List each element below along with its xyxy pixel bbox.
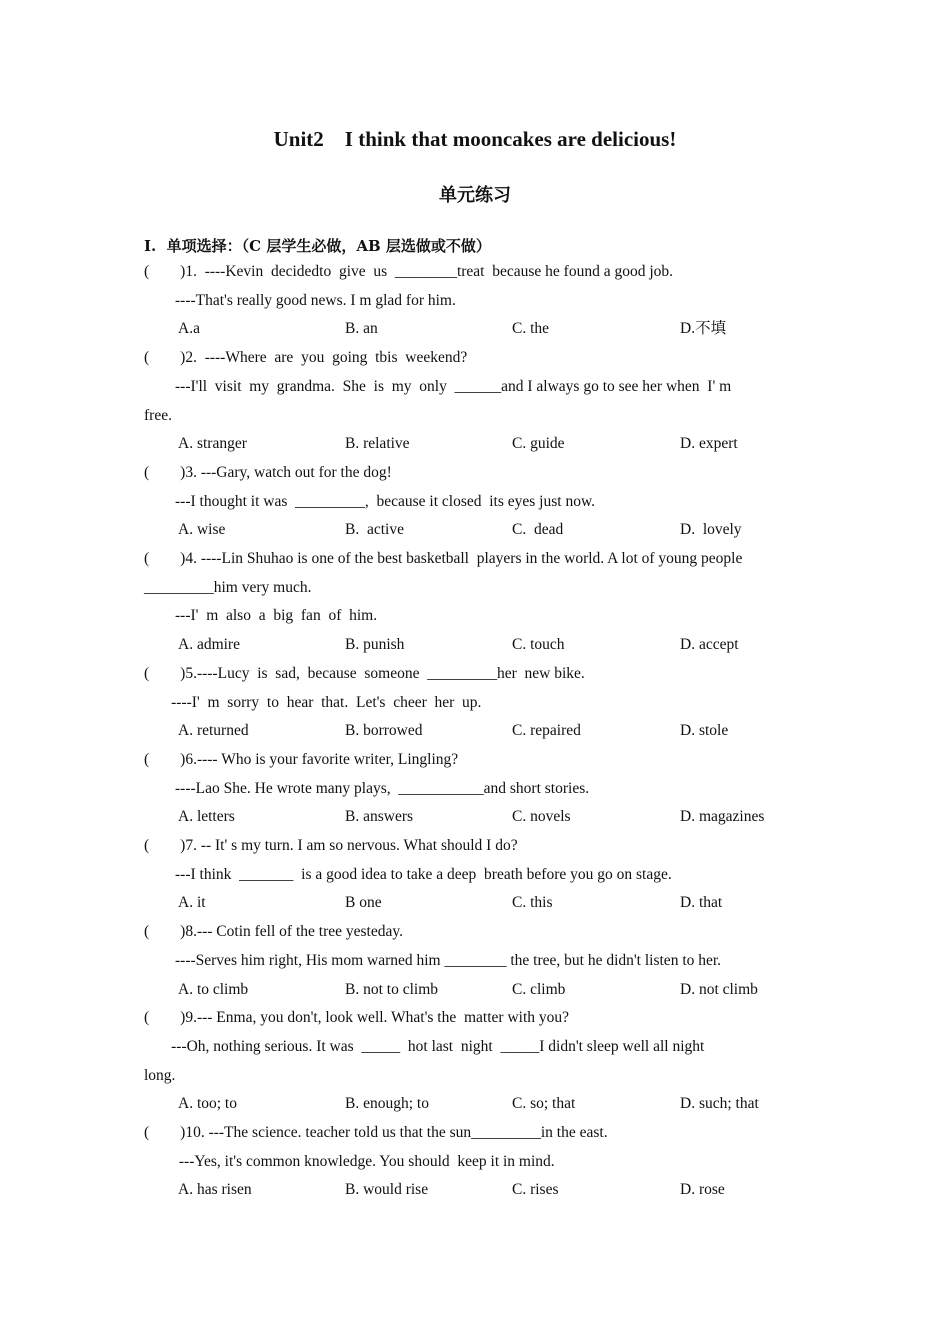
answer-option: C. so; that [512, 1095, 576, 1113]
question-stem: ( )4. ----Lin Shuhao is one of the best basketball players in the world. A lot of young people [144, 550, 743, 567]
question-line: ---Oh, nothing serious. It was _____ hot last night _____I didn't sleep well all night [144, 1037, 705, 1055]
answer-option: B. borrowed [345, 722, 423, 740]
answer-option: B one [345, 894, 382, 912]
answer-option: A. stranger [178, 435, 247, 453]
answer-option: D. stole [680, 722, 729, 740]
question-line: ---Yes, it's common knowledge. You should keep it in mind. [144, 1152, 555, 1170]
answer-option: B. enough; to [345, 1095, 429, 1113]
page-title: Unit2 I think that mooncakes are delicious! [273, 127, 677, 151]
answer-option: A. it [178, 894, 206, 912]
answer-option: A. letters [178, 808, 235, 826]
answer-option: C. the [512, 320, 550, 338]
answer-option: C. guide [512, 435, 565, 453]
answer-option: B. relative [345, 435, 410, 453]
question-stem: ( )10. ---The science. teacher told us that the sun_________in the east. [144, 1124, 608, 1141]
question-stem: ( )3. ---Gary, watch out for the dog! [144, 463, 392, 481]
answer-option: D. such; that [680, 1095, 759, 1113]
answer-option: B. active [345, 521, 404, 539]
question-line: ----I' m sorry to hear that. Let's cheer her up. [144, 693, 482, 711]
answer-option: A. returned [178, 722, 249, 740]
answer-option: D. not climb [680, 980, 758, 998]
question-line: _________him very much. [144, 578, 312, 596]
answer-option: C. dead [512, 521, 564, 539]
answer-option: D. accept [680, 636, 739, 654]
question-stem: ( )6.---- Who is your favorite writer, Lingling? [144, 750, 459, 768]
answer-option: C. rises [512, 1181, 559, 1199]
question-stem: ( )2. ----Where are you going tbis weekend? [144, 349, 468, 367]
answer-option: B. not to climb [345, 980, 438, 998]
answer-option: B. would rise [345, 1181, 429, 1199]
answer-option: C. repaired [512, 722, 581, 740]
answer-option: B. punish [345, 636, 405, 654]
answer-option: A. too; to [178, 1095, 237, 1113]
question-line: ----Serves him right, His mom warned him ________ the tree, but he didn't listen to her. [144, 951, 722, 969]
question-line: long. [144, 1066, 176, 1084]
question-line: free. [144, 406, 172, 424]
question-line: ----Lao She. He wrote many plays, ___________and short stories. [144, 779, 590, 797]
question-stem: ( )1. ----Kevin decidedto give us ________treat because he found a good job. [144, 263, 674, 280]
answer-option: C. climb [512, 980, 566, 998]
answer-option: A. admire [178, 636, 240, 654]
question-line: ---I thought it was _________, because it closed its eyes just now. [144, 492, 596, 510]
question-line: ---I think _______ is a good idea to take a deep breath before you go on stage. [144, 865, 672, 883]
answer-option: D.不填 [680, 320, 727, 338]
answer-option: A. has risen [178, 1181, 252, 1199]
answer-option: A. to climb [178, 980, 249, 998]
answer-option: D. expert [680, 435, 738, 453]
answer-option: D. that [680, 894, 723, 912]
answer-option: A. wise [178, 521, 226, 539]
answer-option: B. answers [345, 808, 414, 826]
page-subtitle: 单元练习 [439, 185, 511, 206]
question-stem: ( )9.--- Enma, you don't, look well. What's the matter with you? [144, 1009, 570, 1027]
question-stem: ( )7. -- It' s my turn. I am so nervous. What should I do? [144, 837, 518, 854]
answer-option: C. this [512, 894, 553, 912]
section-heading: I. 单项选择：（C 层学生必做，AB 层选做或不做） [144, 237, 491, 255]
question-stem: ( )8.--- Cotin fell of the tree yesteday. [144, 923, 403, 941]
question-stem: ( )5.----Lucy is sad, because someone _________her new bike. [144, 664, 585, 682]
answer-option: C. novels [512, 808, 571, 826]
answer-option: D. magazines [680, 808, 765, 826]
question-line: ----That's really good news. I m glad for him. [144, 291, 456, 309]
question-line: ---I'll visit my grandma. She is my only ______and I always go to see her when I' m [144, 377, 732, 395]
answer-option: B. an [345, 320, 378, 338]
answer-option: D. rose [680, 1181, 725, 1199]
answer-option: D. lovely [680, 521, 742, 539]
answer-option: A.a [178, 320, 200, 338]
question-line: ---I' m also a big fan of him. [144, 607, 378, 625]
answer-option: C. touch [512, 636, 565, 654]
